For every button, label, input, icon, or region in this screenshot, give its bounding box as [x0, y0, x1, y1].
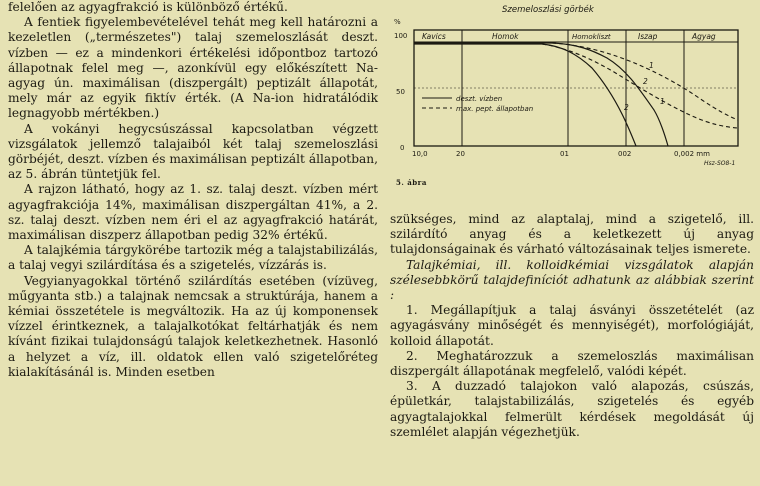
x-tick-label: 20 — [456, 150, 465, 158]
y-tick-label: 100 — [394, 32, 408, 40]
list-item: 3. A duzzadó talajokon való alapozás, csúszás, épületkár, talajstabilizálás, szigetelés és egyéb agyagtalajokkal felmerült kérdések megoldását új szemlélet alapján végezhetjük. — [390, 379, 754, 439]
y-axis-unit: % — [394, 18, 401, 26]
y-tick-label: 50 — [396, 88, 405, 96]
paragraph: A rajzon látható, hogy az 1. sz. talaj deszt. vízben mért agyagfrakciója 14%, maximálisan diszpergáltan 41%, a 2. sz. talaj deszt. vízben nem éri el az agyagfrakció határát, maximálisan diszperz állapotban pedig 32% értékű. — [8, 182, 378, 243]
legend-label: deszt. vízben — [456, 95, 503, 103]
x-tick-label: 0,002 mm — [674, 150, 710, 158]
definition-lead: Talajkémiai, ill. kolloidkémiai vizsgálatok alapján szélesebbkörű talajdefiníciót adhatunk az alábbiak szerint : — [390, 257, 754, 303]
curve-2-maxpept — [542, 44, 738, 128]
grain-size-figure — [392, 0, 758, 200]
left-text-column — [8, 0, 378, 486]
paragraph: A fentiek figyelembevételével tehát meg kell határozni a kezeletlen („természetes") talaj szemeloszlását deszt. vízben — ez a mindenkori értékelési időpontboz tartozó állapotnak felel meg —, azonkívül egy előkészített Na-agyag ún. maximálisan (diszpergált) peptizált állapotát, mely már az egyik fiktív érték. (A Na-ion hidratálódik legnagyobb mértékben.) — [8, 15, 378, 121]
zone-label: Homok — [492, 32, 519, 41]
figure-caption: 5. ábra — [396, 178, 427, 187]
paragraph: szükséges, mind az alaptalaj, mind a szigetelő, ill. szilárdító anyag és a keletkezett új anyag tulajdonságainak és várható változásainak teljes ismerete. — [390, 212, 754, 257]
curve-label: 2 — [624, 103, 629, 112]
zone-label: Kavics — [422, 32, 446, 41]
zone-label: Agyag — [692, 32, 716, 41]
y-tick-label: 0 — [400, 144, 405, 152]
curve-2-deszt — [414, 44, 636, 146]
curve-label: 2 — [643, 77, 648, 86]
x-tick-label: 002 — [618, 150, 632, 158]
paragraph: felelően az agyagfrakció is különböző értékű. — [8, 0, 288, 14]
x-tick-label: 01 — [560, 150, 569, 158]
paragraph: A vokányi hegycsúszással kapcsolatban végzett vizsgálatok jellemző talajaiból két talaj szemeloszlási görbéjét, deszt. vízben és maximálisan peptizált állapotban, az 5. ábrán tüntetjük fel. — [8, 121, 378, 182]
zone-label: Homokliszt — [572, 33, 611, 41]
grain-size-chart — [392, 0, 758, 180]
right-text-column — [390, 212, 754, 440]
legend-label: max. pept. állapotban — [456, 105, 534, 113]
paragraph: A talajkémia tárgykörébe tartozik még a talajstabilizálás, a talaj vegyi szilárdítása és a szigetelés, vízzárás is. — [8, 243, 378, 273]
figure-stamp: Hsz-SO8-1 — [704, 160, 736, 167]
curve-label: 1 — [649, 61, 654, 70]
list-item: 1. Megállapítjuk a talaj ásványi összetételét (az agyagásvány minőségét és mennyiségét), morfológiáját, kolloid állapotát. — [390, 303, 754, 348]
zone-label: Iszap — [638, 32, 658, 41]
curve-label: 1 — [660, 97, 665, 106]
chart-title: Szemeloszlási görbék — [502, 5, 594, 15]
x-tick-label: 10,0 — [412, 150, 428, 158]
list-item: 2. Meghatározzuk a szemeloszlás maximálisan diszpergált állapotának megfelelő, valódi képét. — [390, 348, 754, 379]
paragraph: Vegyianyagokkal történő szilárdítás esetében (vízüveg, műgyanta stb.) a talajnak nemcsak a struktúrája, hanem a kémiai összetétele is megváltozik. Ha az új komponensek vízzel érintkeznek, a talajalkotókat feltárhatják és nem kívánt fizikai tulajdonságú talajok keletkezhetnek. Hasonló a helyzet a víz, ill. oldatok ellen való szigetelőréteg kialakításánál is. Minden esetben — [8, 273, 378, 379]
